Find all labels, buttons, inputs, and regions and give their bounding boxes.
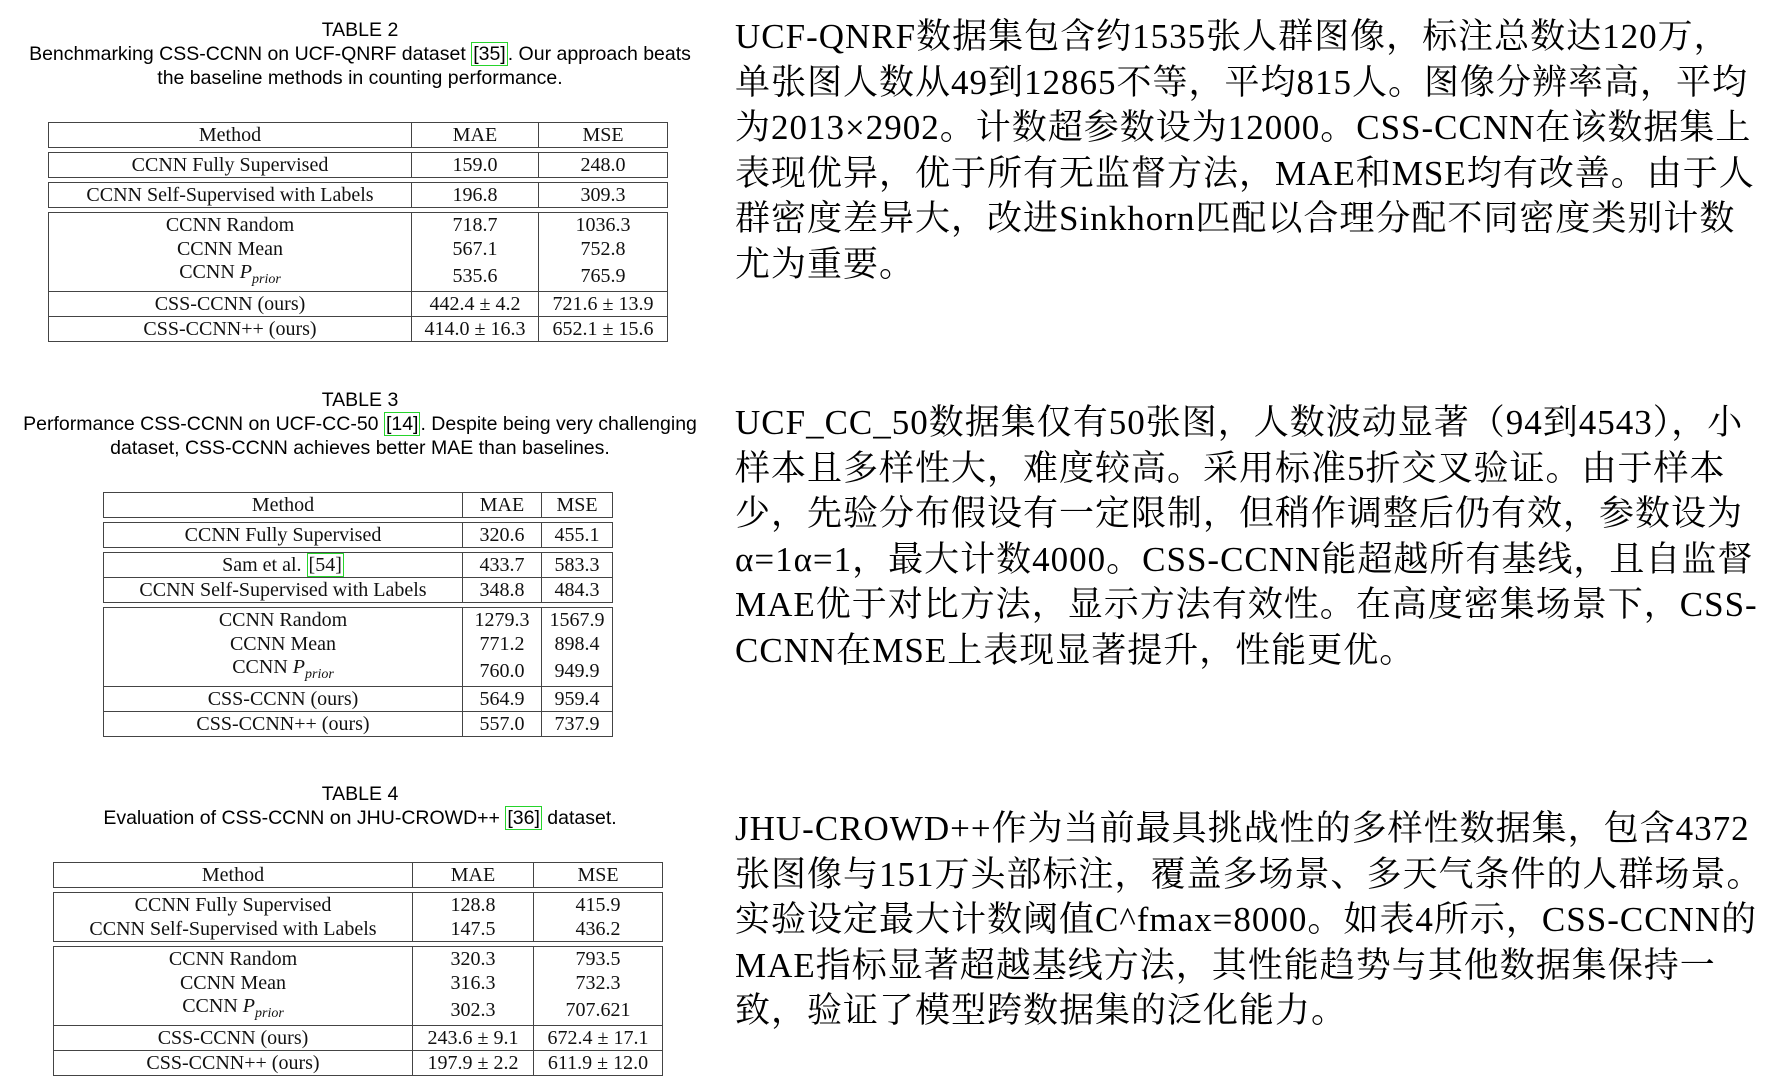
cell-method: CCNN Fully Supervised — [49, 153, 412, 178]
table-row — [49, 153, 668, 178]
table-row — [54, 971, 663, 995]
table-row — [104, 578, 613, 603]
cell-method: CCNN $P_{prior}$ — [104, 656, 463, 687]
cell-mae: 147.5 — [413, 917, 534, 942]
table-2-caption-text-2: . Our approach beats the baseline methods in counting performance. — [157, 43, 691, 89]
cell-mae: 718.7 — [412, 213, 539, 238]
cell-mae: 302.3 — [413, 995, 534, 1026]
table-row — [49, 183, 668, 208]
cell-method: CCNN Self-Supervised with Labels — [54, 917, 413, 942]
header-mse: MSE — [534, 863, 663, 888]
table-row — [104, 553, 613, 578]
cell-mae: 771.2 — [463, 632, 542, 656]
table-2-caption — [0, 18, 720, 90]
cell-mae: 760.0 — [463, 656, 542, 687]
cell-mae: 535.6 — [412, 261, 539, 292]
cell-method: CSS-CCNN++ (ours) — [104, 712, 463, 737]
table-4-caption — [0, 782, 720, 830]
table-row — [49, 213, 668, 238]
cell-mse: 721.6 ± 13.9 — [539, 292, 668, 317]
table-4-caption-text-2: dataset. — [541, 807, 617, 829]
cell-method: CSS-CCNN (ours) — [104, 687, 463, 712]
cell-mse: 1036.3 — [539, 213, 668, 238]
table-3-block — [0, 388, 720, 748]
cell-mae: 196.8 — [412, 183, 539, 208]
cell-mae: 414.0 ± 16.3 — [412, 317, 539, 342]
cell-mae: 128.8 — [413, 893, 534, 918]
table-2-citation[interactable]: [35] — [473, 43, 506, 65]
cell-mse: 611.9 ± 12.0 — [534, 1051, 663, 1076]
paragraph-jhu-crowd: JHU-CROWD++作为当前最具挑战性的多样性数据集，包含4372张图像与151万头部标注，覆盖多场景、多天气条件的人群场景。实验设定最大计数阈值C^fmax=8000。如表4所示，CSS-CCNN的MAE指标显著超越基线方法，其性能趋势与其他数据集保持一致，验证了模型跨数据集的泛化能力。 — [735, 809, 1763, 1030]
method-name: Sam et al. — [222, 553, 302, 576]
table-4 — [53, 862, 663, 1076]
cell-method: CCNN Random — [104, 608, 463, 633]
table-3-number: TABLE 3 — [321, 389, 399, 411]
table-row — [54, 1026, 663, 1051]
table-2-block — [0, 18, 720, 348]
cell-mse: 732.3 — [534, 971, 663, 995]
header-method: Method — [104, 493, 463, 518]
cell-method: CCNN Random — [54, 947, 413, 972]
table-3-caption-text: Performance CSS-CCNN on UCF-CC-50 — [23, 413, 384, 435]
table-row — [49, 237, 668, 261]
header-mae: MAE — [463, 493, 542, 518]
cell-method: CSS-CCNN++ (ours) — [54, 1051, 413, 1076]
table-header-row — [104, 493, 613, 518]
table-row — [54, 893, 663, 918]
header-mse: MSE — [542, 493, 613, 518]
table-row — [104, 632, 613, 656]
cell-mse: 248.0 — [539, 153, 668, 178]
table-row — [104, 523, 613, 548]
table-row — [54, 995, 663, 1026]
cell-mae: 567.1 — [412, 237, 539, 261]
cell-mse: 1567.9 — [542, 608, 613, 633]
table-4-number: TABLE 4 — [321, 783, 399, 805]
table-row — [54, 1051, 663, 1076]
cell-mae: 348.8 — [463, 578, 542, 603]
cell-method: CCNN Fully Supervised — [104, 523, 463, 548]
cell-mse: 737.9 — [542, 712, 613, 737]
table-row — [54, 947, 663, 972]
cell-mae: 159.0 — [412, 153, 539, 178]
table-4-citation[interactable]: [36] — [507, 807, 540, 829]
cell-method: CCNN Fully Supervised — [54, 893, 413, 918]
table-header-row — [49, 123, 668, 148]
cell-method: CCNN $P_{prior}$ — [54, 995, 413, 1026]
cell-mse: 793.5 — [534, 947, 663, 972]
table-row — [104, 608, 613, 633]
header-mae: MAE — [413, 863, 534, 888]
cell-mae: 243.6 ± 9.1 — [413, 1026, 534, 1051]
cell-method: CCNN Mean — [54, 971, 413, 995]
cell-mae: 442.4 ± 4.2 — [412, 292, 539, 317]
cell-mse: 752.8 — [539, 237, 668, 261]
cell-mae: 1279.3 — [463, 608, 542, 633]
cell-mae: 316.3 — [413, 971, 534, 995]
cell-mse: 583.3 — [542, 553, 613, 578]
table-row — [49, 317, 668, 342]
table-3-caption — [0, 388, 720, 460]
table-3-citation[interactable]: [14] — [385, 413, 419, 435]
row-citation[interactable]: [54] — [308, 553, 342, 576]
table-row — [104, 687, 613, 712]
cell-method: CCNN $P_{prior}$ — [49, 261, 412, 292]
cell-mse: 949.9 — [542, 656, 613, 687]
cell-mae: 564.9 — [463, 687, 542, 712]
table-2 — [48, 122, 668, 342]
table-header-row — [54, 863, 663, 888]
cell-method: CCNN Mean — [104, 632, 463, 656]
header-method: Method — [49, 123, 412, 148]
cell-method: CSS-CCNN (ours) — [49, 292, 412, 317]
paragraph-ucf-qnrf: UCF-QNRF数据集包含约1535张人群图像，标注总数达120万，单张图人数从49到12865不等，平均815人。图像分辨率高，平均为2013×2902。计数超参数设为12000。CSS-CCNN在该数据集上表现优异，优于所有无监督方法，MAE和MSE均有改善。由于人群密度差异大，改进Sinkhorn匹配以合理分配不同密度类别计数尤为重要。 — [735, 17, 1755, 284]
cell-method: CCNN Self-Supervised with Labels — [104, 578, 463, 603]
table-row — [104, 656, 613, 687]
cell-mae: 197.9 ± 2.2 — [413, 1051, 534, 1076]
table-row — [54, 917, 663, 942]
cell-mse: 652.1 ± 15.6 — [539, 317, 668, 342]
table-4-block — [0, 782, 720, 1082]
table-3-caption-text-2: . Despite being very challenging dataset, CSS-CCNN achieves better MAE than baselines. — [110, 413, 697, 459]
cell-mse: 415.9 — [534, 893, 663, 918]
table-row — [104, 712, 613, 737]
header-method: Method — [54, 863, 413, 888]
table-row — [49, 261, 668, 292]
cell-mse: 455.1 — [542, 523, 613, 548]
cell-mse: 484.3 — [542, 578, 613, 603]
cell-mae: 320.3 — [413, 947, 534, 972]
table-row — [49, 292, 668, 317]
cell-mae: 433.7 — [463, 553, 542, 578]
header-mae: MAE — [412, 123, 539, 148]
paragraph-ucf-cc-50: UCF_CC_50数据集仅有50张图，人数波动显著（94到4543），小样本且多样性大，难度较高。采用标准5折交叉验证。由于样本少，先验分布假设有一定限制，但稍作调整后仍有效，参数设为 α=1α=1，最大计数4000。CSS-CCNN能超越所有基线，且自监督MAE优于对比方法，显示方法有效性。在高度密集场景下，CSS-CCNN在MSE上表现显著提升，性能更优。 — [735, 403, 1758, 670]
header-mse: MSE — [539, 123, 668, 148]
cell-mse: 898.4 — [542, 632, 613, 656]
cell-mse: 707.621 — [534, 995, 663, 1026]
table-3 — [103, 492, 613, 737]
table-2-caption-text: Benchmarking CSS-CCNN on UCF-QNRF dataset — [29, 43, 472, 65]
cell-mse: 436.2 — [534, 917, 663, 942]
cell-method: CSS-CCNN++ (ours) — [49, 317, 412, 342]
cell-method: CSS-CCNN (ours) — [54, 1026, 413, 1051]
cell-method: CCNN Self-Supervised with Labels — [49, 183, 412, 208]
cell-mae: 557.0 — [463, 712, 542, 737]
cell-mse: 959.4 — [542, 687, 613, 712]
cell-mae: 320.6 — [463, 523, 542, 548]
cell-mse: 765.9 — [539, 261, 668, 292]
cell-method — [104, 553, 463, 578]
table-2-number: TABLE 2 — [321, 19, 399, 41]
cell-mse: 672.4 ± 17.1 — [534, 1026, 663, 1051]
cell-method: CCNN Mean — [49, 237, 412, 261]
table-4-caption-text: Evaluation of CSS-CCNN on JHU-CROWD++ — [103, 807, 506, 829]
cell-method: CCNN Random — [49, 213, 412, 238]
cell-mse: 309.3 — [539, 183, 668, 208]
